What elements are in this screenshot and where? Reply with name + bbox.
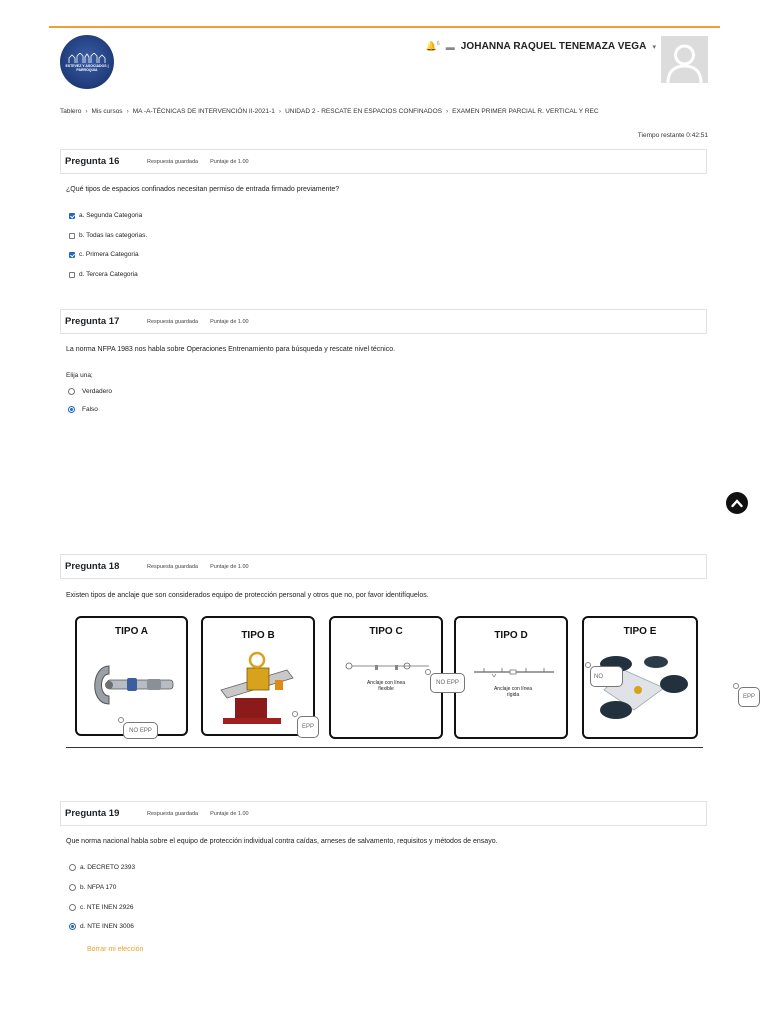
question-status: Respuesta guardada [147, 563, 199, 570]
portable-anchor-image [594, 648, 690, 728]
radio[interactable] [69, 923, 76, 930]
breadcrumb-separator-icon: › [278, 108, 282, 115]
question-score: Puntaje de 1.00 [210, 810, 249, 817]
card-title: TIPO E [623, 626, 657, 637]
q19-option-d[interactable] [69, 923, 134, 930]
card-caption: Anclaje con línea rígida [493, 686, 533, 698]
breadcrumb-separator-icon: › [445, 108, 449, 115]
q19-option-a[interactable] [69, 864, 135, 871]
breadcrumb-item[interactable]: Tablero [60, 108, 82, 115]
question-title: Pregunta 19 [65, 808, 120, 819]
question-title: Pregunta 16 [65, 156, 120, 167]
drag-handle-icon[interactable] [118, 717, 124, 723]
radio[interactable] [69, 884, 76, 891]
option-label: c. NTE INEN 2926 [80, 904, 134, 911]
chat-icon[interactable]: ▬ [445, 41, 455, 52]
question-score: Puntaje de 1.00 [210, 563, 249, 570]
radio[interactable] [69, 864, 76, 871]
option-label: c. Primera Categoria [79, 251, 139, 258]
user-avatar-icon [661, 36, 708, 83]
question-16-text: ¿Qué tipos de espacios confinados necesitan permiso de entrada firmado previamente? [66, 186, 340, 193]
q17-option-false[interactable] [68, 406, 98, 413]
anchor-card-tipo-a [75, 616, 188, 736]
question-18-text: Existen tipos de anclaje que son considerados equipo de protección personal y otros que no, por favor identifíquelos. [66, 592, 429, 599]
q16-option-a[interactable] [69, 212, 142, 219]
avatar[interactable] [661, 36, 708, 83]
question-status: Respuesta guardada [147, 810, 199, 817]
logo-skyline-icon [68, 53, 106, 63]
radio[interactable] [68, 406, 75, 413]
question-19-header [60, 801, 707, 826]
option-label: d. Tercera Categoria [79, 271, 138, 278]
question-title: Pregunta 17 [65, 316, 120, 327]
question-prompt: Elija una; [66, 372, 93, 379]
q17-option-true[interactable] [68, 388, 112, 395]
card-title: TIPO B [241, 630, 275, 641]
user-menu-area [426, 41, 656, 52]
site-logo[interactable] [60, 35, 114, 89]
question-score: Puntaje de 1.00 [210, 158, 249, 165]
option-label: a. Segunda Categoria [79, 212, 143, 219]
checkbox[interactable] [69, 213, 75, 219]
header-accent-line [49, 26, 720, 28]
drag-handle-icon[interactable] [292, 711, 298, 717]
breadcrumb-item[interactable]: MA -A-TÉCNICAS DE INTERVENCIÓN II-2021-1 [132, 108, 275, 115]
rigid-line-diagram [472, 664, 556, 680]
question-title: Pregunta 18 [65, 561, 120, 572]
drop-zone-tipo-c[interactable]: NO EPP [430, 673, 465, 693]
flexible-line-diagram [345, 660, 431, 674]
card-title: TIPO A [115, 626, 148, 637]
time-remaining: Tiempo restante 0:42:51 [637, 132, 708, 139]
user-name[interactable]: JOHANNA RAQUEL TENEMAZA VEGA [460, 41, 647, 52]
option-label: Verdadero [82, 388, 112, 395]
option-label: b. NFPA 170 [80, 884, 117, 891]
checkbox[interactable] [69, 272, 75, 278]
question-status: Respuesta guardada [147, 318, 199, 325]
question-17-header [60, 309, 707, 334]
question-status: Respuesta guardada [147, 158, 199, 165]
question-score: Puntaje de 1.00 [210, 318, 249, 325]
radio[interactable] [69, 904, 76, 911]
checkbox[interactable] [69, 252, 75, 258]
option-label: d. NTE INEN 3006 [80, 923, 134, 930]
question-18-header [60, 554, 707, 579]
chevron-up-icon [731, 498, 743, 508]
anchor-card-tipo-c [329, 616, 443, 739]
beam-anchor-image [87, 656, 179, 714]
q16-option-c[interactable] [69, 251, 139, 258]
breadcrumb-separator-icon: › [126, 108, 129, 115]
q16-option-d[interactable] [69, 271, 138, 278]
logo-text: ESTEVEZ Y ASOCIADOS | PARROQUIA [65, 63, 109, 72]
option-label: b. Todas las categorias. [79, 232, 148, 239]
q19-option-b[interactable] [69, 884, 116, 891]
question-17-text: La norma NFPA 1983 nos habla sobre Operaciones Entrenamiento para búsqueda y rescate nivel técnico. [66, 346, 396, 353]
breadcrumb [60, 108, 599, 115]
breadcrumb-item[interactable]: UNIDAD 2 - RESCATE EN ESPACIOS CONFINADOS [285, 108, 442, 115]
q19-option-c[interactable] [69, 904, 133, 911]
card-caption: Anclaje con línea flexible [366, 680, 406, 692]
clear-choice-link[interactable]: Borrar mi elección [87, 946, 144, 953]
drop-zone-tipo-b[interactable]: EPP [297, 716, 319, 738]
option-label: Falso [82, 406, 98, 413]
q16-option-b[interactable] [69, 232, 147, 239]
question-19-text: Que norma nacional habla sobre el equipo de protección individual contra caídas, arneses de salvamento, requisitos y métodos de ensayo. [66, 838, 498, 845]
option-label: a. DECRETO 2393 [80, 864, 136, 871]
notification-count: 6 [436, 41, 440, 47]
scroll-to-top-button[interactable] [726, 492, 748, 514]
card-title: TIPO C [369, 626, 403, 637]
drop-zone-tipo-e[interactable]: NO [590, 666, 623, 687]
breadcrumb-item[interactable]: EXAMEN PRIMER PARCIAL R. VERTICAL Y REC [452, 108, 599, 115]
question-16-header [60, 149, 707, 174]
radio[interactable] [68, 388, 75, 395]
drop-zone-tipo-a[interactable]: NO EPP [123, 722, 158, 739]
breadcrumb-item[interactable]: Mis cursos [91, 108, 123, 115]
breadcrumb-separator-icon: › [85, 108, 88, 115]
rail-anchor-image [217, 648, 303, 728]
anchor-card-tipo-d [454, 616, 568, 739]
divider [66, 747, 703, 748]
card-title: TIPO D [494, 630, 528, 641]
checkbox[interactable] [69, 233, 75, 239]
chevron-down-icon[interactable]: ▾ [652, 43, 656, 51]
draggable-epp-item[interactable]: EPP [738, 687, 760, 707]
bell-icon[interactable]: 🔔$^6$ [425, 41, 440, 51]
